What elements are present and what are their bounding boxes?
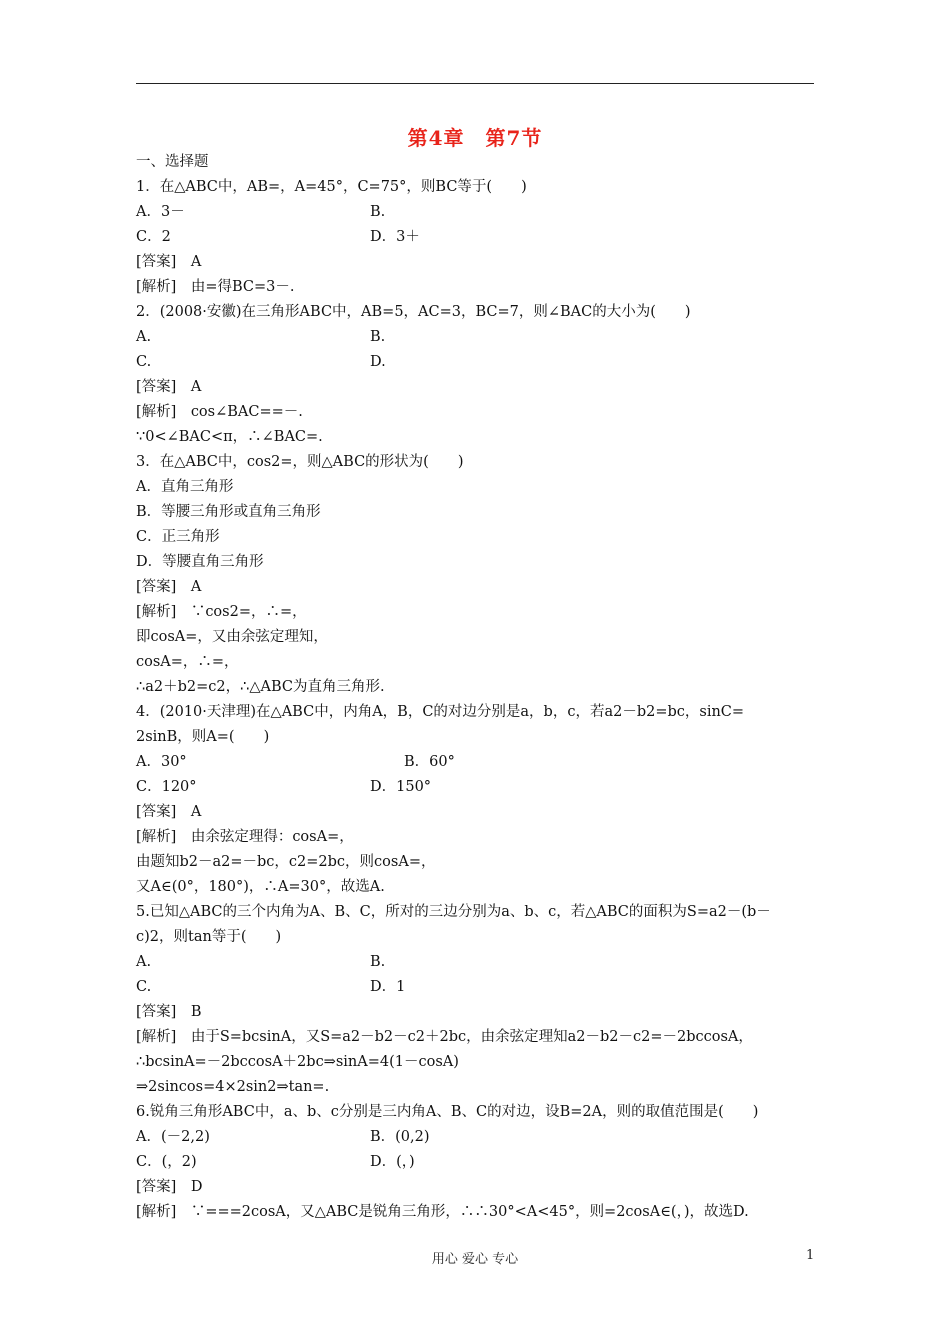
text-line: [136, 350, 816, 375]
text-line: [136, 250, 816, 275]
line-text: A．直角三角形: [136, 479, 234, 495]
text-line: [136, 700, 816, 725]
text-line: [136, 1125, 816, 1150]
text-line: [136, 400, 816, 425]
line-text: ∴a2＋b2=c2，∴△ABC为直角三角形.: [136, 679, 385, 695]
header-rule: [136, 83, 814, 84]
text-line: [136, 900, 816, 925]
text-line: [136, 275, 816, 300]
line-text: D．等腰直角三角形: [136, 554, 264, 570]
option-second-column: B．(0,2): [370, 1129, 430, 1145]
line-text: C．120°: [136, 779, 197, 795]
line-text: 6.锐角三角形ABC中，a、b、c分别是三内角A、B、C的对边，设B=2A，则的取值范围是( ): [136, 1104, 759, 1120]
text-line: [136, 725, 816, 750]
line-text: cosA=，∴=，: [136, 654, 239, 670]
option-second-column: D．150°: [370, 779, 432, 795]
text-line: [136, 525, 816, 550]
text-line: [136, 1200, 816, 1225]
text-line: [136, 600, 816, 625]
text-line: [136, 650, 816, 675]
text-line: [136, 1175, 816, 1200]
text-line: [136, 875, 816, 900]
line-text: 2sinB，则A=( ): [136, 729, 270, 745]
line-text: C．正三角形: [136, 529, 220, 545]
text-line: [136, 150, 816, 175]
text-line: [136, 575, 816, 600]
text-line: [136, 425, 816, 450]
line-text: [解析] ∵===2cosA，又△ABC是锐角三角形，∴∴30°<A<45°，则=2cosA∈(，)，故选D.: [136, 1204, 749, 1220]
text-line: [136, 750, 816, 775]
line-text: [答案] A: [136, 804, 202, 820]
line-text: B．等腰三角形或直角三角形: [136, 504, 321, 520]
line-text: [解析] 由余弦定理得：cosA=，: [136, 829, 354, 845]
text-line: [136, 925, 816, 950]
line-text: 又A∈(0°，180°)，∴A=30°，故选A.: [136, 879, 385, 895]
line-text: A.: [136, 329, 152, 345]
line-text: 5.已知△ABC的三个内角为A、B、C，所对的三边分别为a、b、c，若△ABC的面积为S=a2－(b－: [136, 904, 771, 920]
line-text: C．(，2): [136, 1154, 197, 1170]
line-text: 4．(2010·天津理)在△ABC中，内角A，B，C的对边分别是a，b，c，若a2－b2=bc，sinC=: [136, 704, 745, 720]
line-text: 由题知b2－a2=－bc，c2=2bc，则cosA=，: [136, 854, 436, 870]
line-text: [解析] 由于S=bcsinA，又S=a2－b2－c2＋2bc，由余弦定理知a2－b2－c2=－2bccosA，: [136, 1029, 753, 1045]
line-text: 3．在△ABC中，cos2=，则△ABC的形状为( ): [136, 454, 464, 470]
page-number: 1: [806, 1248, 815, 1263]
line-text: [答案] A: [136, 579, 202, 595]
line-text: ∵0<∠BAC<π，∴∠BAC=.: [136, 429, 323, 445]
text-line: [136, 675, 816, 700]
line-text: C．2: [136, 229, 171, 245]
text-line: [136, 450, 816, 475]
line-text: ⇒2sincos=4×2sin2⇒tan=.: [136, 1079, 330, 1095]
line-text: C.: [136, 979, 152, 995]
line-text: 一、选择题: [136, 154, 209, 170]
line-text: A.: [136, 954, 152, 970]
line-text: [答案] A: [136, 379, 202, 395]
option-second-column: D.: [370, 354, 386, 370]
text-line: [136, 775, 816, 800]
option-second-column: D．3＋: [370, 229, 420, 245]
text-line: [136, 500, 816, 525]
option-second-column: B.: [370, 954, 386, 970]
line-text: [答案] B: [136, 1004, 202, 1020]
text-line: [136, 850, 816, 875]
line-text: [答案] D: [136, 1179, 203, 1195]
line-text: A．3－: [136, 204, 185, 220]
text-line: [136, 175, 816, 200]
option-second-column: B．60°: [404, 754, 455, 770]
line-text: [解析] ∵cos2=，∴=，: [136, 604, 307, 620]
text-line: [136, 1075, 816, 1100]
text-line: [136, 1150, 816, 1175]
text-line: [136, 625, 816, 650]
text-line: [136, 550, 816, 575]
line-text: c)2，则tan等于( ): [136, 929, 282, 945]
text-line: [136, 1000, 816, 1025]
line-text: [解析] 由=得BC=3－.: [136, 279, 295, 295]
text-line: [136, 225, 816, 250]
option-second-column: B.: [370, 329, 386, 345]
option-second-column: D．1: [370, 979, 406, 995]
option-second-column: D．(，): [370, 1154, 415, 1170]
line-text: 即cosA=，又由余弦定理知，: [136, 629, 328, 645]
text-line: [136, 300, 816, 325]
option-second-column: B.: [370, 204, 386, 220]
chapter-title: 第4章 第7节: [407, 126, 543, 150]
text-line: [136, 200, 816, 225]
text-line: [136, 975, 816, 1000]
text-line: [136, 1050, 816, 1075]
text-line: [136, 375, 816, 400]
line-text: ∴bcsinA=－2bccosA＋2bc⇒sinA=4(1－cosA): [136, 1054, 459, 1070]
text-line: [136, 800, 816, 825]
line-text: 2．(2008·安徽)在三角形ABC中，AB=5，AC=3，BC=7，则∠BAC的大小为( ): [136, 304, 691, 320]
text-line: [136, 1025, 816, 1050]
text-line: [136, 825, 816, 850]
document-body: [136, 150, 816, 1225]
text-line: [136, 475, 816, 500]
line-text: C.: [136, 354, 152, 370]
page-footer: 用心 爱心 专心: [431, 1252, 519, 1267]
text-line: [136, 950, 816, 975]
text-line: [136, 1100, 816, 1125]
text-line: [136, 325, 816, 350]
line-text: A．30°: [136, 754, 187, 770]
line-text: [答案] A: [136, 254, 202, 270]
line-text: 1．在△ABC中，AB=，A=45°，C=75°，则BC等于( ): [136, 179, 527, 195]
line-text: [解析] cos∠BAC==－.: [136, 404, 303, 420]
line-text: A．(－2,2): [136, 1129, 210, 1145]
